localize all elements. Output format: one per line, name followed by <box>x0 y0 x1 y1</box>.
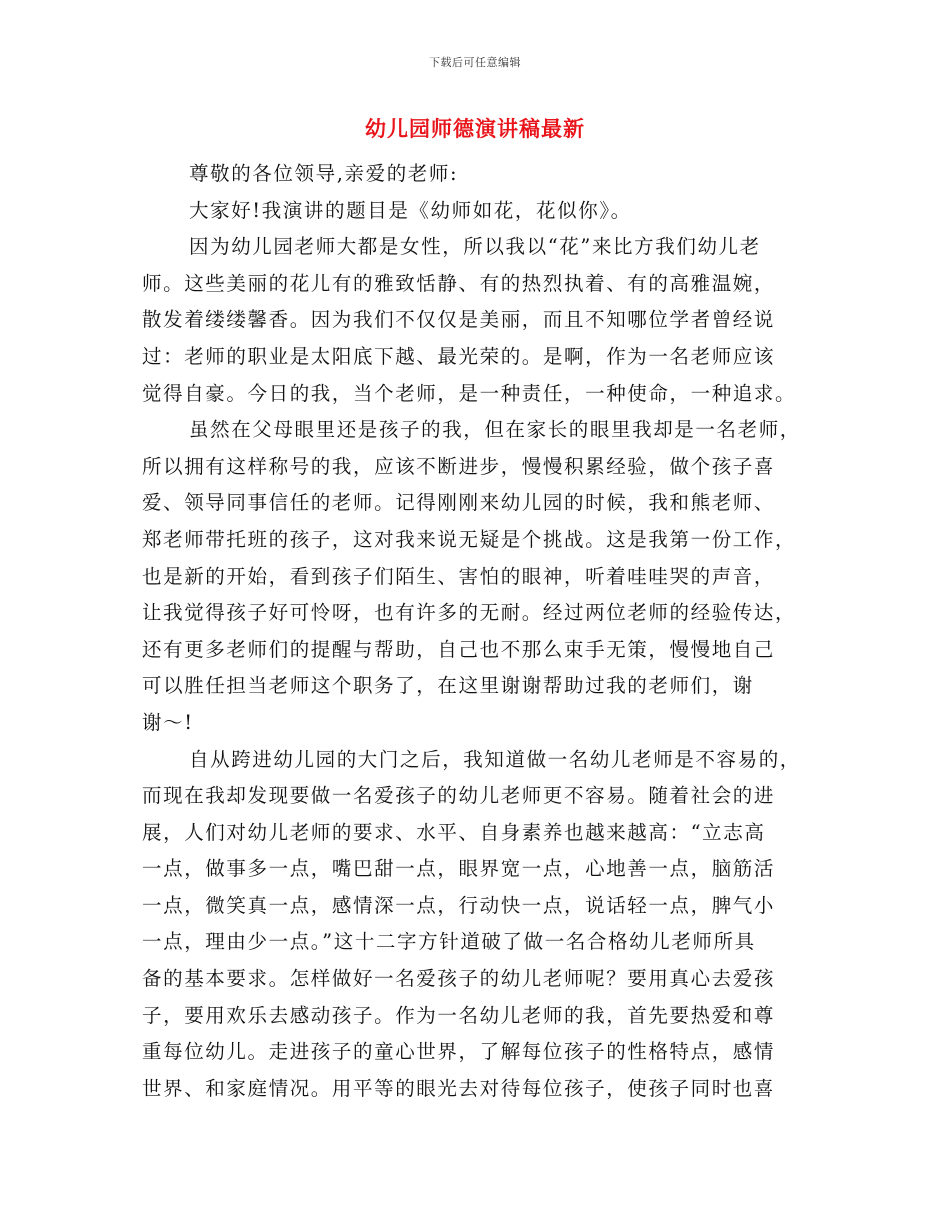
paragraph-line: 自从跨进幼儿园的大门之后，我知道做一名幼儿老师是不容易的， <box>189 747 801 771</box>
paragraph-line: 过：老师的职业是太阳底下越、最光荣的。是啊，作为一名老师应该 <box>142 344 776 368</box>
paragraph-line: 尊敬的各位领导,亲爱的老师: <box>189 162 459 185</box>
paragraph-line: 也是新的开始，看到孩子们陌生、害怕的眼神，听着哇哇哭的声音， <box>142 564 776 588</box>
paragraph-line: 一点，微笑真一点，感情深一点，行动快一点，说话轻一点，脾气小 <box>142 893 776 917</box>
paragraph <box>142 412 810 741</box>
document-body <box>142 156 810 1107</box>
paragraph-line: 所以拥有这样称号的我，应该不断进步，慢慢积累经验，做个孩子喜 <box>142 454 776 478</box>
paragraph-line: 郑老师带托班的孩子，这对我来说无疑是个挑战。这是我第一份工作， <box>142 527 797 551</box>
paragraph-line: 大家好!我演讲的题目是《幼师如花，花似你》。 <box>189 198 632 222</box>
paragraph-line: 重每位幼儿。走进孩子的童心世界，了解每位孩子的性格特点，感情 <box>142 1040 776 1064</box>
paragraph-line: 还有更多老师们的提醒与帮助，自己也不那么束手无策，慢慢地自己 <box>142 637 776 661</box>
paragraph-line: 备的基本要求。怎样做好一名爱孩子的幼儿老师呢？要用真心去爱孩 <box>142 967 776 991</box>
paragraph <box>142 156 810 193</box>
paragraph <box>142 229 810 412</box>
paragraph-line: 谢～! <box>142 710 194 734</box>
paragraph-line: 子，要用欢乐去感动孩子。作为一名幼儿老师的我，首先要热爱和尊 <box>142 1003 776 1027</box>
paragraph-line: 觉得自豪。今日的我，当个老师，是一种责任，一种使命，一种追求。 <box>142 381 797 405</box>
paragraph-line: 散发着缕缕馨香。因为我们不仅仅是美丽，而且不知哪位学者曾经说 <box>142 308 776 332</box>
paragraph-line: 因为幼儿园老师大都是女性，所以我以“花”来比方我们幼儿老 <box>189 235 761 259</box>
paragraph-line: 虽然在父母眼里还是孩子的我，但在家长的眼里我却是一名老师， <box>189 418 801 442</box>
paragraph-line: 一点，理由少一点。”这十二字方针道破了做一名合格幼儿老师所具 <box>142 930 756 954</box>
paragraph-line: 世界、和家庭情况。用平等的眼光去对待每位孩子，使孩子同时也喜 <box>142 1076 776 1100</box>
document-title: 幼儿园师德演讲稿最新 <box>365 116 585 141</box>
page-header: 下载后可任意编辑 <box>429 56 521 69</box>
paragraph-line: 而现在我却发现要做一名爱孩子的幼儿老师更不容易。随着社会的进 <box>142 784 776 808</box>
paragraph-line: 师。这些美丽的花儿有的雅致恬静、有的热烈执着、有的高雅温婉， <box>142 271 776 295</box>
paragraph-line: 可以胜任担当老师这个职务了，在这里谢谢帮助过我的老师们，谢 <box>142 674 754 698</box>
paragraph <box>142 193 810 230</box>
paragraph-line: 展，人们对幼儿老师的要求、水平、自身素养也越来越高：“立志高 <box>142 820 766 844</box>
paragraph <box>142 742 810 1108</box>
paragraph-line: 让我觉得孩子好可怜呀，也有许多的无耐。经过两位老师的经验传达， <box>142 601 797 625</box>
paragraph-line: 爱、领导同事信任的老师。记得刚刚来幼儿园的时候，我和熊老师、 <box>142 491 776 515</box>
paragraph-line: 一点，做事多一点，嘴巴甜一点，眼界宽一点，心地善一点，脑筋活 <box>142 857 776 881</box>
